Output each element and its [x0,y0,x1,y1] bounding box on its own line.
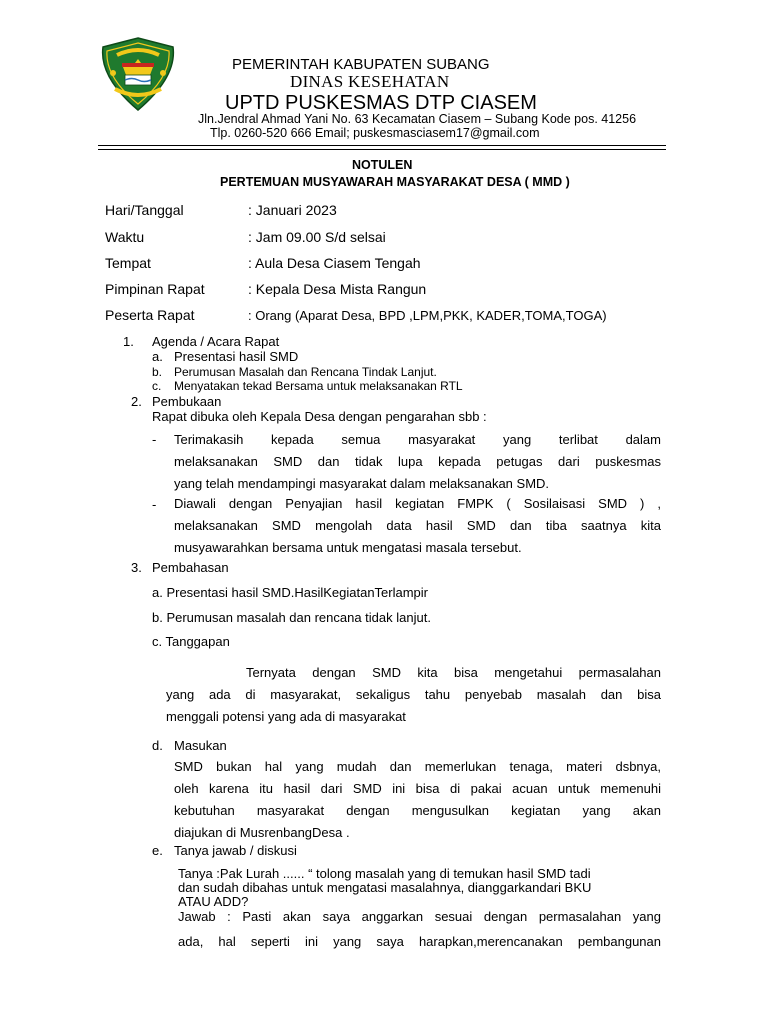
question-line: ATAU ADD? [178,894,249,909]
paragraph-line: melaksanakan SMD mengolah data hasil SMD dan tiba saatnya kita [174,518,661,533]
paragraph-line: ada, hal seperti ini yang saya harapkan,merencanakan pembangunan [178,934,661,949]
input-paragraph [174,756,661,844]
agenda-heading: Agenda / Acara Rapat [152,334,280,349]
paragraph-line: melaksanakan SMD dan tidak lupa kepada petugas dari puskesmas [174,454,661,469]
opening-intro: Rapat dibuka oleh Kepala Desa dengan pengarahan sbb : [152,409,487,424]
field-value-chair: : Kepala Desa Mista Rangun [248,281,427,297]
agenda-item: Perumusan Masalah dan Rencana Tindak Lanjut. [174,365,437,379]
opening-heading: Pembukaan [152,394,222,409]
agenda-item-marker: b. [152,365,163,379]
opening-number: 2. [131,394,142,409]
paragraph-line: Ternyata dengan SMD kita bisa mengetahui permasalahan [246,665,661,680]
field-value-place: : Aula Desa Ciasem Tengah [248,255,421,271]
input-heading: Masukan [174,738,227,753]
field-label-place: Tempat [105,255,151,271]
header-divider-thick [98,145,666,146]
agenda-item-marker: a. [152,349,163,364]
paragraph-line: SMD bukan hal yang mudah dan memerlukan tenaga, materi dsbnya, [174,759,661,774]
paragraph-line: menggali potensi yang ada di masyarakat [166,709,406,724]
bullet-dash: - [152,497,157,512]
question-line: Tanya :Pak Lurah ...... “ tolong masalah yang di temukan hasil SMD tadi [178,866,591,881]
field-value-time: : Jam 09.00 S/d selsai [248,229,386,245]
paragraph-line: diajukan di MusrenbangDesa . [174,825,350,840]
field-value-participants: : Orang (Aparat Desa, BPD ,LPM,PKK, KADER,TOMA,TOGA) [248,308,607,323]
district-emblem-logo [97,37,179,111]
discussion-item-a: a. Presentasi hasil SMD.HasilKegiatanTerlampir [152,585,429,600]
header-department: DINAS KESEHATAN [290,72,450,91]
agenda-item-marker: c. [152,379,162,393]
paragraph-line: Diawali dengan Penyajian hasil kegiatan FMPK ( Sosilaisasi SMD ) , [174,496,661,511]
opening-bullet-paragraph [174,493,661,559]
agenda-item: Presentasi hasil SMD [174,349,299,364]
field-label-time: Waktu [105,229,145,245]
paragraph-line: musyawarahkan bersama untuk mengatasi masala tersebut. [174,540,522,555]
field-label-date: Hari/Tanggal [105,202,184,218]
paragraph-line: Terimakasih kepada semua masyarakat yang terlibat dalam [174,432,661,447]
question-line: dan sudah dibahas untuk mengatasi masalahnya, dianggarkandari BKU [178,880,592,895]
header-contact: Tlp. 0260-520 666 Email; puskesmasciasem17@gmail.com [210,126,540,140]
header-government: PEMERINTAH KABUPATEN SUBANG [232,56,490,73]
paragraph-line: kebutuhan masyarakat dengan mengusulkan kegiatan yang akan [174,803,661,818]
document-title: NOTULEN [352,158,413,172]
agenda-item: Menyatakan tekad Bersama untuk melaksanakan RTL [174,379,463,393]
input-marker: d. [152,738,163,753]
header-address: Jln.Jendral Ahmad Yani No. 63 Kecamatan Ciasem – Subang Kode pos. 41256 [198,112,637,126]
discussion-number: 3. [131,560,142,575]
response-paragraph [166,662,661,728]
answer-paragraph [178,906,661,953]
paragraph-line: yang ada di masyarakat, sekaligus tahu penyebab masalah dan bisa [166,687,661,702]
discussion-heading: Pembahasan [152,560,229,575]
discussion-item-c: c. Tanggapan [152,634,230,649]
paragraph-line: oleh karena itu hasil dari SMD ini bisa di pakai acuan untuk memenuhi [174,781,661,796]
header-divider-thin [98,149,666,150]
field-label-chair: Pimpinan Rapat [105,281,205,297]
header-unit: UPTD PUSKESMAS DTP CIASEM [225,92,537,114]
document-subtitle: PERTEMUAN MUSYAWARAH MASYARAKAT DESA ( MMD ) [220,175,570,189]
bullet-dash: - [152,432,157,447]
discussion-item-b: b. Perumusan masalah dan rencana tidak lanjut. [152,610,431,625]
qa-marker: e. [152,843,163,858]
agenda-number: 1. [123,334,134,349]
field-label-participants: Peserta Rapat [105,307,195,323]
opening-bullet-paragraph [174,429,661,495]
qa-heading: Tanya jawab / diskusi [174,843,297,858]
paragraph-line: Jawab : Pasti akan saya anggarkan sesuai dengan permasalahan yang [178,909,661,924]
paragraph-line: yang telah mendampingi masyarakat dalam melaksanakan SMD. [174,476,550,491]
field-value-date: : Januari 2023 [248,202,337,218]
